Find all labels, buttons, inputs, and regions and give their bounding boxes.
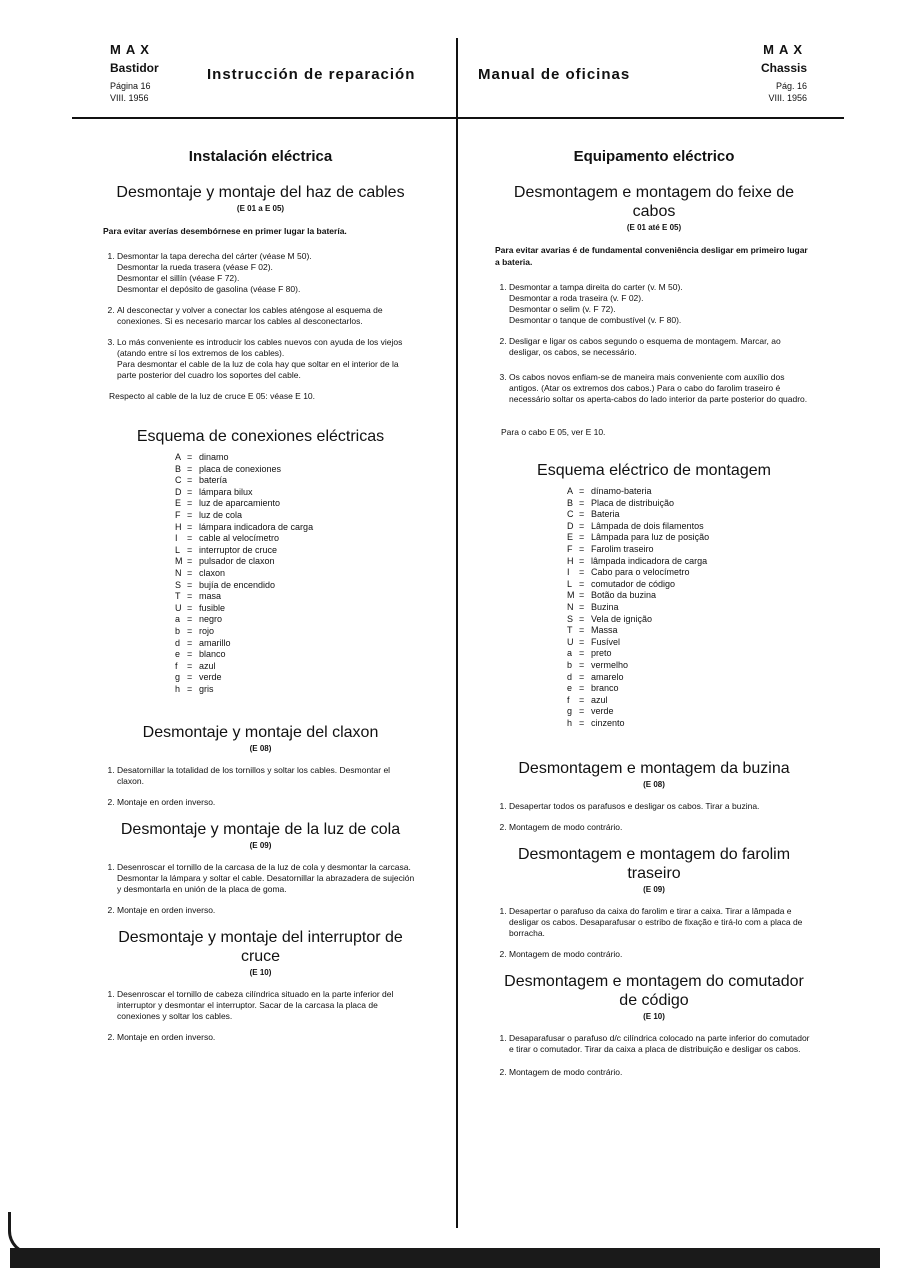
legend-item: d = amarelo bbox=[567, 671, 624, 682]
list-item: 1. Desapertar todos os parafusos e desligar os cabos. Tirar a buzina. bbox=[509, 801, 813, 812]
legend-item: C = batería bbox=[175, 475, 228, 486]
legend-item: M = Botão da buzina bbox=[567, 590, 657, 601]
list-item: 2. Montaje en orden inverso. bbox=[117, 1032, 418, 1043]
harness-note-right: Para o cabo E 05, ver E 10. bbox=[501, 427, 606, 437]
list-item: 1. Desmontar la tapa derecha del cárter (véase M 50). Desmontar la rueda trasera (véase F 02). Desmontar el sillín (véase F 72). Desmontar el depósito de gasolina (véase F 80). bbox=[117, 251, 418, 295]
horn-ref-left: (E 08) bbox=[249, 744, 272, 754]
list-item: 2. Montaje en orden inverso. bbox=[117, 905, 418, 916]
list-item: 1. Desaparafusar o parafuso d/c cilíndrica colocado na parte inferior do comutador e tirar o comutador. Tirar da caixa a placa de distribuição e desligar os cabos. bbox=[509, 1033, 813, 1055]
legend-item: A = dinamo bbox=[175, 452, 229, 462]
harness-ref-right: (E 01 até E 05) bbox=[626, 223, 682, 232]
list-item: 2. Montagem de modo contrário. bbox=[509, 822, 813, 833]
header-divider bbox=[72, 117, 844, 119]
harness-note-left: Respecto al cable de la luz de cruce E 05: véase E 10. bbox=[109, 391, 316, 401]
harness-steps-left bbox=[103, 251, 418, 381]
legend-item: h = gris bbox=[175, 683, 214, 694]
switch-ref-right: (E 10) bbox=[643, 1012, 665, 1022]
harness-steps-right bbox=[495, 282, 813, 405]
legend-item: B = Placa de distribuição bbox=[567, 497, 675, 508]
legend-item: F = Farolim traseiro bbox=[567, 543, 654, 554]
list-item: 2. Montagem de modo contrário. bbox=[509, 1067, 813, 1078]
list-item: 1. Desapertar o parafuso da caixa do farolim e tirar a caixa. Tirar a lâmpada e desligar os cabos. Desaparafusar o estribo de fixação e tirá-lo com a placa de borracha. bbox=[509, 906, 813, 939]
left-column bbox=[103, 148, 418, 1053]
section-right: Chassis bbox=[760, 61, 807, 75]
legend-item: f = azul bbox=[567, 694, 608, 705]
list-item: 3. Os cabos novos enfiam-se de maneira mais conveniente com auxílio dos antigos. (Atar os extremos dos cabos.) Para o cabo do farolim traseiro é necessário soltar os aperta-cabos do lado interior da parte posterior do quadro. bbox=[509, 372, 813, 405]
legend-item: d = amarillo bbox=[175, 637, 231, 648]
scheme-title-right: Esquema eléctrico de montagem bbox=[537, 462, 771, 479]
horn-steps-right bbox=[495, 801, 813, 833]
tail-steps-right bbox=[495, 906, 813, 960]
legend-item: M = pulsador de claxon bbox=[175, 556, 275, 567]
header-title-left: Instrucción de reparación bbox=[207, 66, 416, 83]
date-right: VIII. 1956 bbox=[768, 93, 807, 103]
header-title-right: Manual de oficinas bbox=[478, 66, 631, 83]
legend-right bbox=[567, 486, 813, 729]
tail-steps-left bbox=[103, 862, 418, 916]
page-number-left: Página 16 bbox=[110, 81, 151, 91]
legend-item: N = claxon bbox=[175, 567, 226, 578]
warning-right: Para evitar avarias é de fundamental conveniência desligar em primeiro lugar a bateria. bbox=[495, 245, 808, 267]
legend-item: a = preto bbox=[567, 648, 612, 659]
legend-item: g = verde bbox=[175, 672, 222, 683]
horn-ref-right: (E 08) bbox=[643, 780, 665, 790]
list-item: 1. Desatornillar la totalidad de los tornillos y soltar los cables. Desmontar el claxon. bbox=[117, 765, 418, 787]
list-item: 1. Desmontar a tampa direita do carter (v. M 50). Desmontar a roda traseira (v. F 02). Desmontar o selim (v. F 72). Desmontar o tanque de combustível (v. F 80). bbox=[509, 282, 813, 326]
legend-item: F = luz de cola bbox=[175, 509, 243, 520]
harness-ref-left: (E 01 a E 05) bbox=[236, 204, 285, 213]
header-right-block bbox=[687, 42, 807, 104]
legend-item: L = comutador de código bbox=[567, 578, 676, 589]
column-divider bbox=[456, 38, 458, 1228]
list-item: 2. Montagem de modo contrário. bbox=[509, 949, 813, 960]
date-left: VIII. 1956 bbox=[110, 93, 149, 103]
legend-item: E = luz de aparcamiento bbox=[175, 498, 281, 509]
legend-item: S = bujía de encendido bbox=[175, 579, 276, 590]
legend-item: g = verde bbox=[567, 706, 614, 717]
switch-ref-left: (E 10) bbox=[249, 968, 272, 978]
scheme-title-left: Esquema de conexiones eléctricas bbox=[136, 428, 385, 445]
legend-item: A = dínamo-bateria bbox=[567, 486, 652, 496]
legend-item: I = Cabo para o velocímetro bbox=[567, 567, 690, 578]
harness-title-right: Desmontagem e montagem do feixe de cabos bbox=[513, 184, 795, 220]
horn-title-left: Desmontaje y montaje del claxon bbox=[142, 724, 379, 742]
legend-item: D = Lâmpada de dois filamentos bbox=[567, 520, 704, 531]
right-column bbox=[495, 148, 813, 1088]
legend-item: e = blanco bbox=[175, 649, 226, 660]
switch-title-left: Desmontaje y montaje del interruptor de cruce bbox=[118, 929, 403, 966]
legend-item: f = azul bbox=[175, 660, 216, 671]
legend-item: C = Bateria bbox=[567, 509, 620, 520]
switch-steps-left bbox=[103, 989, 418, 1043]
brand-right: MAX bbox=[763, 42, 807, 57]
list-item: 3. Lo más conveniente es introducir los cables nuevos con ayuda de los viejos (atando entre sí los extremos de los cables). Para desmontar el cable de la luz de cola hay que soltar en el interior de la parte posterior del cuadro los soportes del cable. bbox=[117, 337, 418, 381]
list-item: 1. Desenroscar el tornillo de cabeza cilíndrica situado en la parte inferior del interruptor y desmontar el interruptor. Sacar de la carcasa la placa de conexiones y soltar los cables. bbox=[117, 989, 418, 1022]
switch-title-right: Desmontagem e montagem do comutador de código bbox=[504, 973, 804, 1010]
horn-title-right: Desmontagem e montagem da buzina bbox=[518, 760, 790, 778]
legend-item: N = Buzina bbox=[567, 601, 619, 612]
legend-item: T = masa bbox=[175, 591, 222, 602]
harness-title-left: Desmontaje y montaje del haz de cables bbox=[116, 184, 405, 201]
main-title-right: Equipamento eléctrico bbox=[573, 148, 735, 165]
list-item: 1. Desenroscar el tornillo de la carcasa de la luz de cola y desmontar la carcasa. Desmontar la lámpara y soltar el cable. Desatornillar la abrazadera de sujeción y desmontarla en unión de la placa de goma. bbox=[117, 862, 418, 895]
legend-left bbox=[175, 452, 418, 695]
tail-ref-right: (E 09) bbox=[643, 885, 665, 895]
tail-title-right: Desmontagem e montagem do farolim traseiro bbox=[517, 846, 791, 883]
legend-item: U = fusible bbox=[175, 602, 226, 613]
legend-item: L = interruptor de cruce bbox=[175, 544, 278, 555]
legend-item: e = branco bbox=[567, 683, 619, 694]
legend-item: H = lámpara indicadora de carga bbox=[175, 521, 314, 532]
tail-title-left: Desmontaje y montaje de la luz de cola bbox=[120, 821, 401, 839]
switch-steps-right bbox=[495, 1033, 813, 1078]
legend-item: D = lámpara bilux bbox=[175, 486, 253, 497]
horn-steps-left bbox=[103, 765, 418, 808]
scan-bottom-edge bbox=[10, 1248, 880, 1268]
legend-item: H = lâmpada indicadora de carga bbox=[567, 555, 708, 566]
legend-item: B = placa de conexiones bbox=[175, 463, 282, 474]
list-item: 2. Desligar e ligar os cabos segundo o esquema de montagem. Marcar, ao desligar, os cabos, se necessário. bbox=[509, 336, 813, 358]
main-title-left: Instalación eléctrica bbox=[188, 148, 333, 165]
warning-left: Para evitar averías desembórnese en primer lugar la batería. bbox=[103, 226, 347, 236]
tail-ref-left: (E 09) bbox=[249, 841, 272, 851]
legend-item: b = rojo bbox=[175, 625, 215, 636]
legend-item: b = vermelho bbox=[567, 659, 629, 670]
legend-item: a = negro bbox=[175, 614, 223, 625]
legend-item: U = Fusível bbox=[567, 636, 621, 647]
legend-item: I = cable al velocímetro bbox=[175, 533, 280, 544]
legend-item: T = Massa bbox=[567, 625, 618, 636]
list-item: 2. Al desconectar y volver a conectar los cables aténgose al esquema de conexiones. Si es necesario marcar los cables al desconectarlos. bbox=[117, 305, 418, 327]
section-left: Bastidor bbox=[110, 61, 159, 75]
page-number-right: Pág. 16 bbox=[775, 81, 807, 91]
legend-item: E = Lâmpada para luz de posição bbox=[567, 532, 710, 543]
legend-item: h = cinzento bbox=[567, 717, 625, 728]
brand-left: MAX bbox=[110, 42, 154, 57]
legend-item: S = Vela de ignição bbox=[567, 613, 653, 624]
list-item: 2. Montaje en orden inverso. bbox=[117, 797, 418, 808]
